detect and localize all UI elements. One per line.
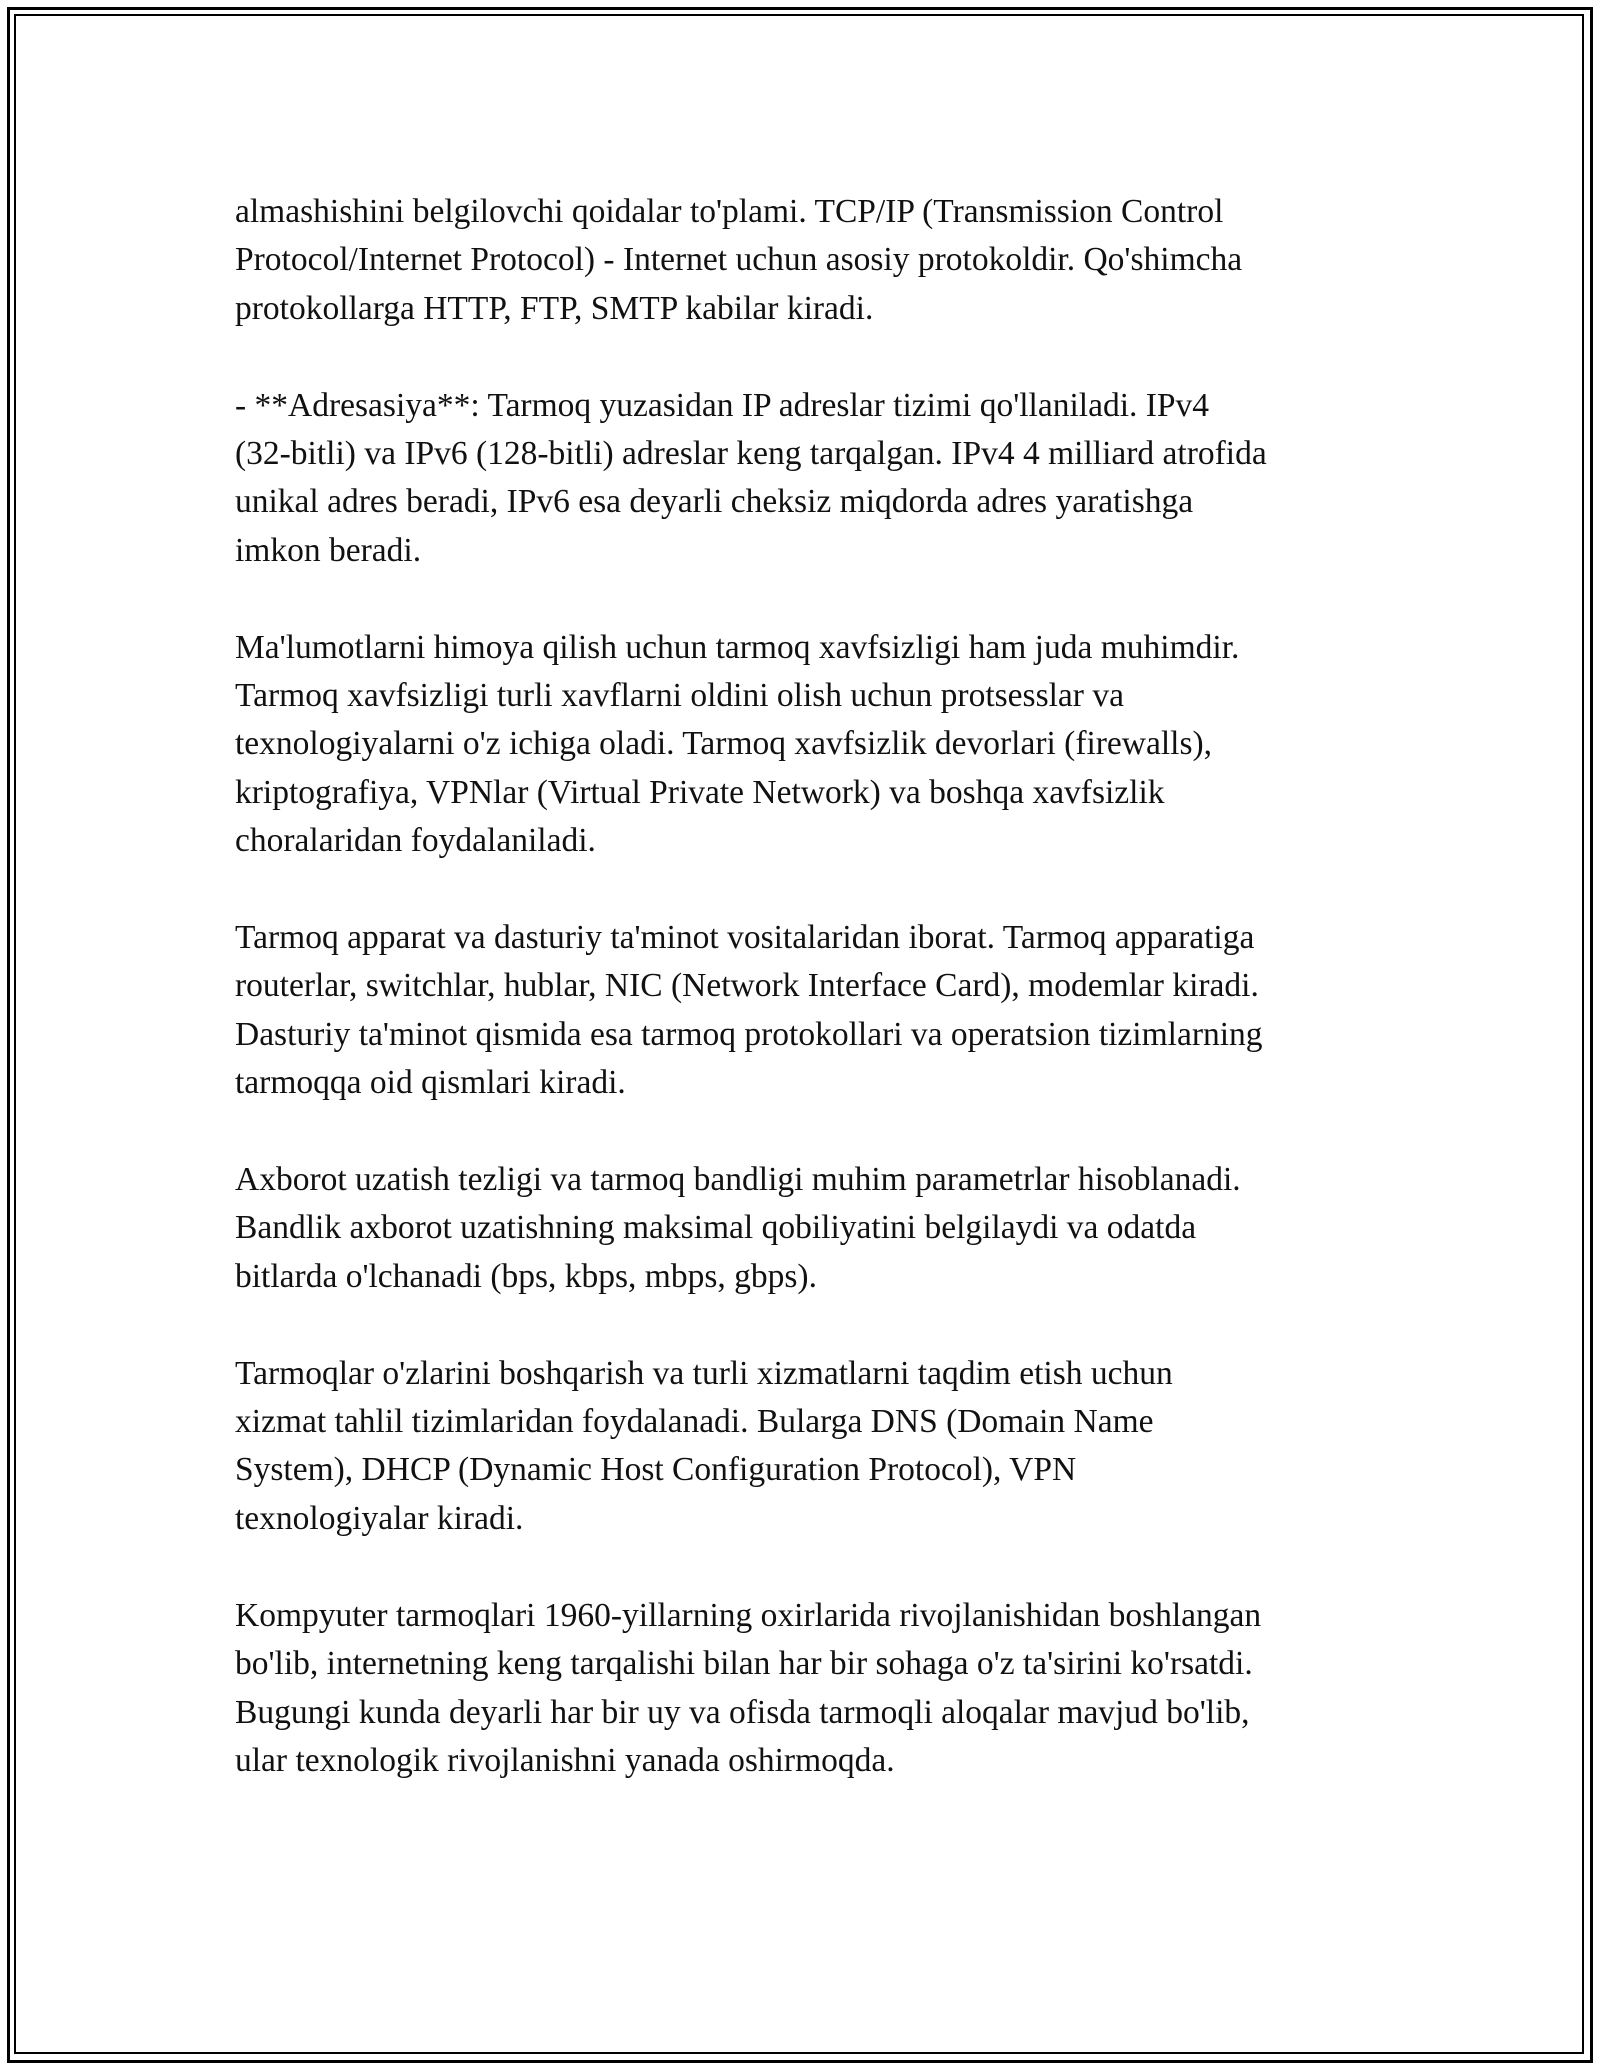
paragraph-protocols: almashishini belgilovchi qoidalar to'plami. TCP/IP (Transmission Control Protocol/Internet Protocol) - Internet uchun asosiy protokoldir. Qo'shimcha protokollarga HTTP, FTP, SMTP kabilar kiradi. bbox=[235, 193, 1243, 327]
paragraph-services: Tarmoqlar o'zlarini boshqarish va turli xizmatlarni taqdim etish uchun xizmat tahlil tizimlaridan foydalanadi. Bularga DNS (Domain Name System), DHCP (Dynamic Host Configuration Protocol), VPN texnologiyalar kiradi. bbox=[235, 1354, 1173, 1537]
paragraph-hardware-software: Tarmoq apparat va dasturiy ta'minot vositalaridan iborat. Tarmoq apparatiga routerlar, switchlar, hublar, NIC (Network Interface Card), modemlar kiradi. Dasturiy ta'minot qismida esa tarmoq protokollari va operatsion tizimlarning tarmoqqa oid qismlari kiradi. bbox=[235, 919, 1263, 1102]
document-body bbox=[235, 188, 1385, 1834]
paragraph-addressing: - **Adresasiya**: Tarmoq yuzasidan IP adreslar tizimi qo'llaniladi. IPv4 (32-bitli) va IPv6 (128-bitli) adreslar keng tarqalgan. IPv4 4 milliard atrofida unikal adres beradi, IPv6 esa deyarli cheksiz miqdorda adres yaratishga imkon beradi. bbox=[235, 386, 1267, 569]
paragraph-security: Ma'lumotlarni himoya qilish uchun tarmoq xavfsizligi ham juda muhimdir. Tarmoq xavfsizligi turli xavflarni oldini olish uchun protsesslar va texnologiyalarni o'z ichiga oladi. Tarmoq xavfsizlik devorlari (firewalls), kriptografiya, VPNlar (Virtual Private Network) va boshqa xavfsizlik choralaridan foydalaniladi. bbox=[235, 628, 1240, 860]
paragraph-history: Kompyuter tarmoqlari 1960-yillarning oxirlarida rivojlanishidan boshlangan bo'lib, internetning keng tarqalishi bilan har bir sohaga o'z ta'sirini ko'rsatdi. Bugungi kunda deyarli har bir uy va ofisda tarmoqli aloqalar mavjud bo'lib, ular texnologik rivojlanishni yanada oshirmoqda. bbox=[235, 1596, 1262, 1779]
paragraph-bandwidth: Axborot uzatish tezligi va tarmoq bandligi muhim parametrlar hisoblanadi. Bandlik axborot uzatishning maksimal qobiliyatini belgilaydi va odatda bitlarda o'lchanadi (bps, kbps, mbps, gbps). bbox=[235, 1161, 1241, 1295]
